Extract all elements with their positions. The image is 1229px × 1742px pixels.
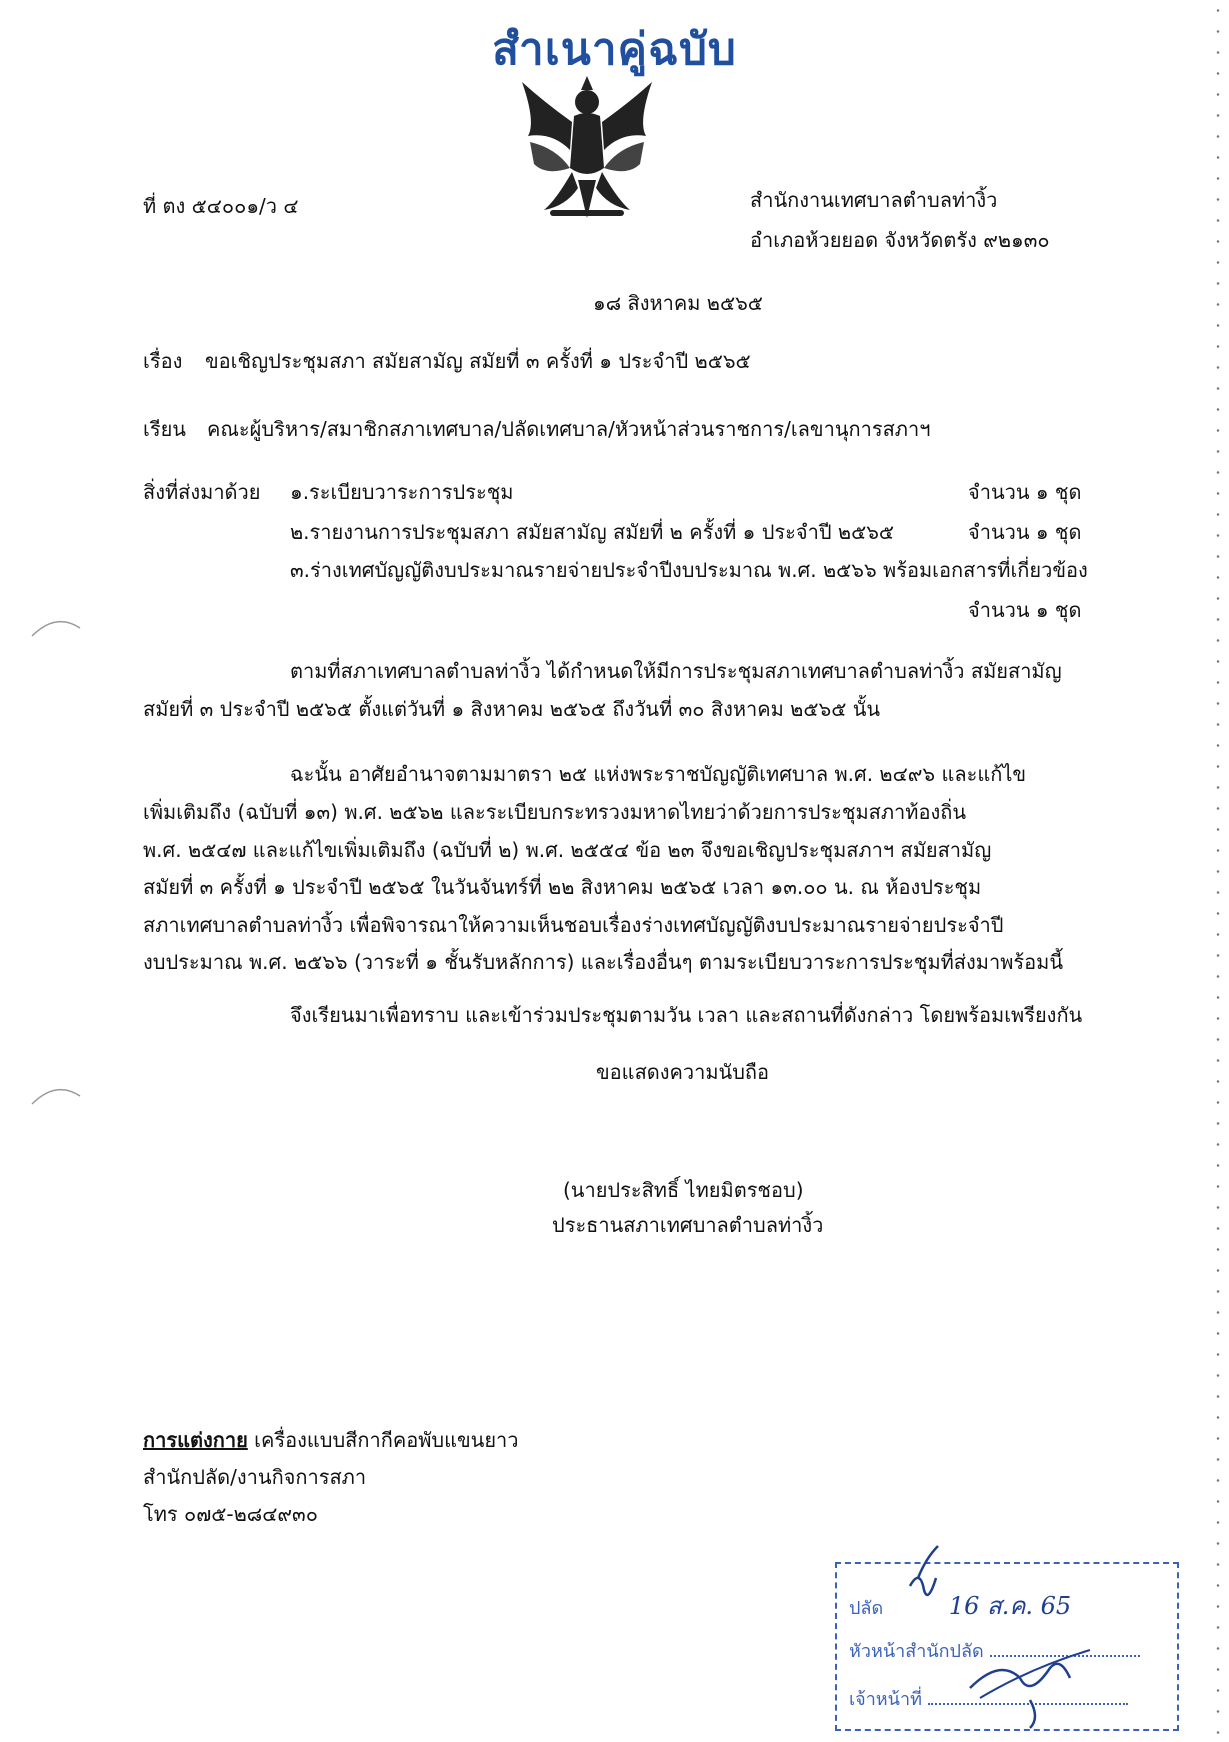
body-paragraph-2-line: พ.ศ. ๒๕๔๗ และแก้ไขเพิ่มเติมถึง (ฉบับที่ ๒) พ.ศ. ๒๕๕๔ ข้อ ๒๓ จึงขอเชิญประชุมสภาฯ สมัยสามัญ [143,838,992,862]
subject-text: ขอเชิญประชุมสภา สมัยสามัญ สมัยที่ ๓ ครั้งที่ ๑ ประจำปี ๒๕๖๕ [205,349,751,373]
office-address: อำเภอห้วยยอด จังหวัดตรัง ๙๒๑๓๐ [750,228,1050,252]
letter-date: ๑๘ สิงหาคม ๒๕๖๕ [593,291,763,315]
garuda-emblem [516,72,658,222]
handwritten-signature [880,1538,1180,1738]
signer-name: (นายประสิทธิ์ ไทยมิตรชอบ) [563,1178,804,1202]
enclosure-qty: จำนวน ๑ ชุด [968,598,1082,622]
body-paragraph-2-line: เพิ่มเติมถึง (ฉบับที่ ๑๓) พ.ศ. ๒๕๖๒ และระเบียบกระทรวงมหาดไทยว่าด้วยการประชุมสภาท้องถิ่น [143,800,966,824]
body-paragraph-2-line: ฉะนั้น อาศัยอำนาจตามมาตรา ๒๕ แห่งพระราชบัญญัติเทศบาล พ.ศ. ๒๔๙๖ และแก้ไข [290,762,1027,786]
enclosure-item: ๑.ระเบียบวาระการประชุม [290,480,514,504]
body-paragraph-2-line: งบประมาณ พ.ศ. ๒๕๖๖ (วาระที่ ๑ ชั้นรับหลักการ) และเรื่องอื่นๆ ตามระเบียบวาระการประชุมที่ส่งมาพร้อมนี้ [143,950,1063,974]
enclosures-label: สิ่งที่ส่งมาด้วย [143,480,261,504]
body-paragraph-2-line: สมัยที่ ๓ ครั้งที่ ๑ ประจำปี ๒๕๖๕ ในวันจันทร์ที่ ๒๒ สิงหาคม ๒๕๖๕ เวลา ๑๓.๐๐ น. ณ ห้องประชุม [143,875,982,899]
office-name: สำนักงานเทศบาลตำบลท่างิ้ว [750,188,998,212]
receipt-handwritten-date: 16 ส.ค. 65 [948,1592,1072,1620]
department: สำนักปลัด/งานกิจการสภา [143,1465,367,1489]
perforated-edge [1215,0,1221,1742]
body-paragraph-2-line: สภาเทศบาลตำบลท่างิ้ว เพื่อพิจารณาให้ความเห็นชอบเรื่องร่างเทศบัญญัติงบประมาณรายจ่ายประจำปี [143,913,1004,937]
dress-code [143,1426,519,1454]
addressee-text: คณะผู้บริหาร/สมาชิกสภาเทศบาล/ปลัดเทศบาล/หัวหน้าส่วนราชการ/เลขานุการสภาฯ [207,417,931,441]
copy-stamp: สำเนาคู่ฉบับ [492,24,737,75]
enclosure-qty: จำนวน ๑ ชุด [968,520,1082,544]
reference-number: ที่ ตง ๕๔๐๐๑/ว ๔ [143,194,299,218]
phone-number: โทร ๐๗๕-๒๘๔๙๓๐ [143,1502,318,1526]
enclosure-item: ๒.รายงานการประชุมสภา สมัยสามัญ สมัยที่ ๒ ครั้งที่ ๑ ประจำปี ๒๕๖๕ [290,520,895,544]
enclosure-item: ๓.ร่างเทศบัญญัติงบประมาณรายจ่ายประจำปีงบประมาณ พ.ศ. ๒๕๖๖ พร้อมเอกสารที่เกี่ยวข้อง [290,558,1088,582]
closing: ขอแสดงความนับถือ [596,1060,770,1084]
enclosure-qty: จำนวน ๑ ชุด [968,480,1082,504]
punch-hole-top [28,612,88,642]
subject-label: เรื่อง [143,349,183,373]
addressee-label: เรียน [143,417,186,441]
signer-title: ประธานสภาเทศบาลตำบลท่างิ้ว [552,1213,824,1237]
body-paragraph-1-line: สมัยที่ ๓ ประจำปี ๒๕๖๕ ตั้งแต่วันที่ ๑ สิงหาคม ๒๕๖๕ ถึงวันที่ ๓๐ สิงหาคม ๒๕๖๕ นั้น [143,697,881,721]
dress-code-text: เครื่องแบบสีกากีคอพับแขนยาว [254,1428,519,1452]
receipt-row-1-label: ปลัด [849,1598,884,1619]
body-paragraph-1-line: ตามที่สภาเทศบาลตำบลท่างิ้ว ได้กำหนดให้มีการประชุมสภาเทศบาลตำบลท่างิ้ว สมัยสามัญ [290,659,1062,683]
body-paragraph-3: จึงเรียนมาเพื่อทราบ และเข้าร่วมประชุมตามวัน เวลา และสถานที่ดังกล่าว โดยพร้อมเพรียงกัน [290,1003,1083,1027]
dress-code-label: การแต่งกาย [143,1428,248,1452]
receipt-row-3-label: เจ้าหน้าที่ [849,1689,922,1710]
punch-hole-bottom [28,1080,88,1110]
receipt-row-2-label: หัวหน้าสำนักปลัด [849,1641,984,1662]
